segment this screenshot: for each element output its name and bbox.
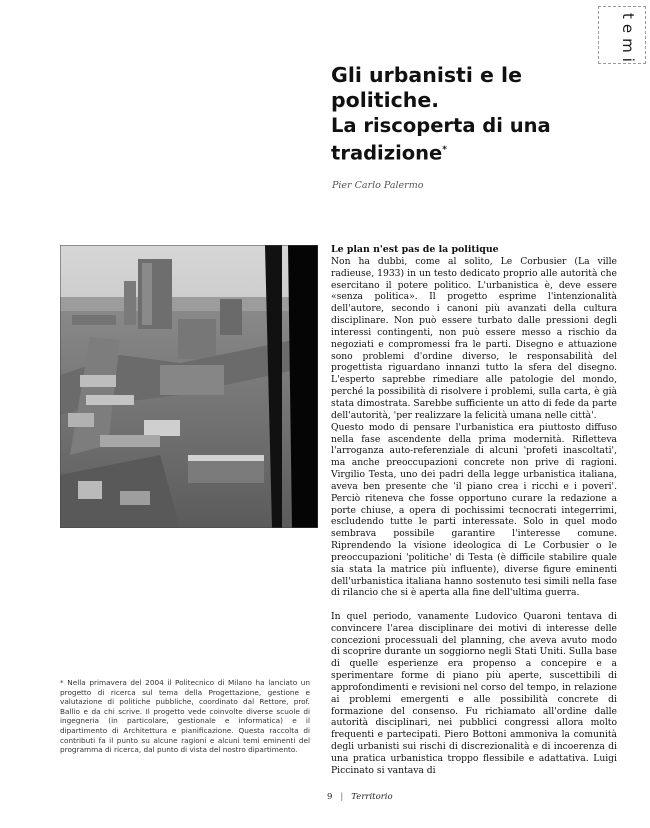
body-paragraph: Non ha dubbi, come al solito, Le Corbusier (La ville radieuse, 1933) in un testo dedicato proprio alle autorità che esercitano il potere politico. L'urbanistica è, deve essere «senza politica». Il progetto esprime l'intenzionalità dell'autore, secondo i canoni più avanzati della cultura disciplinare. Non può essere turbato dalle pressioni degli interessi contingenti, non può essere messo a rischio da negoziati e compromessi fra le parti. Disegno e attuazione sono problemi d'ordine diverso, le responsabilità del progettista riguardano innanzi tutto la sfera del disegno. L'esperto saprebbe rimediare alle patologie del mondo, perché la possibilità di risolvere i problemi, sulla carta, è già stata dimostrata. Sarebbe sufficiente un atto di fede da parte dell'autorità, 'per realizzare la felicità umana nelle città'.: [331, 255, 617, 421]
footnote: * Nella primavera del 2004 il Politecnico di Milano ha lanciato un progetto di ricerca sul tema della Progettazione, gestione e valutazione di politiche pubbliche, coordinato dal Rettore, prof. Ballio e da chi scrive. Il progetto vede coinvolte diverse scuole di ingegneria (in particolare, gestionale e informatica) e il dipartimento di Architettura e pianificazione. Questa raccolta di contributi fa il punto su alcune ragioni e alcuni temi eminenti del programma di ricerca, dal punto di vista del nostro dipartimento.: [60, 678, 310, 755]
article-title: Gli urbanisti e le politiche.: [331, 63, 522, 112]
article-body: [331, 244, 617, 777]
section-tag-label: temi: [619, 13, 637, 67]
body-paragraph: Questo modo di pensare l'urbanistica era piuttosto diffuso nella fase ascendente della prima modernità. Rifletteva l'arroganza auto-referenziale di alcuni 'profeti inascoltati', ma anche preoccupazioni concrete non prive di ragioni. Virgilio Testa, uno dei padri della legge urbanistica italiana, aveva ben presente che 'il piano crea i ricchi e i poveri'. Perciò riteneva che fosse opportuno curare la redazione a porte chiuse, a opera di pochissimi tecnocrati integerrimi, escludendo tutte le parti interessate. Solo in quel modo sembrava possibile garantire l'interesse comune. Riprendendo la visione ideologica di Le Corbusier o le preoccupazioni 'politiche' di Testa (è difficile stabilire quale sia stata la matrice più influente), diverse figure eminenti dell'urbanistica italiana hanno sostenuto tesi simili nella fase di rilancio che si è aperta alla fine dell'ultima guerra.: [331, 421, 617, 599]
article-subtitle-text: La riscoperta di una tradizione: [331, 114, 551, 165]
page-number: 9: [327, 792, 333, 802]
magazine-name: Territorio: [351, 792, 393, 802]
section-heading: Le plan n'est pas de la politique: [331, 244, 499, 255]
page-footer: [327, 792, 393, 802]
folio-separator: |: [340, 792, 344, 802]
footnote-marker: *: [442, 145, 447, 155]
body-paragraph: In quel periodo, vanamente Ludovico Quaroni tentava di convincere l'area disciplinare dei motivi di interesse delle concezioni processuali del planning, che aveva avuto modo di scoprire durante un soggiorno negli Stati Uniti. Sulla base di quelle esperienze era propenso a concepire e a sperimentare forme di piano più aperte, suscettibili di approfondimenti e revisioni nel corso del tempo, in relazione ai problemi emergenti e alle possibilità concrete di formazione del consenso. Fu richiamato all'ordine dalle autorità disciplinari, nei pubblici congressi allora molto frequenti e partecipati. Piero Bottoni ammoniva la comunità degli urbanisti sui rischi di discrezionalità e di incoerenza di una pratica urbanistica troppo flessibile e adattativa. Luigi Piccinato si vantava di: [331, 610, 617, 776]
author-byline: Pier Carlo Palermo: [332, 180, 424, 191]
section-tag: [598, 6, 646, 67]
article-subtitle: [331, 113, 631, 166]
city-aerial-photo: [60, 245, 318, 528]
city-aerial-photo-drawing: [60, 245, 318, 528]
